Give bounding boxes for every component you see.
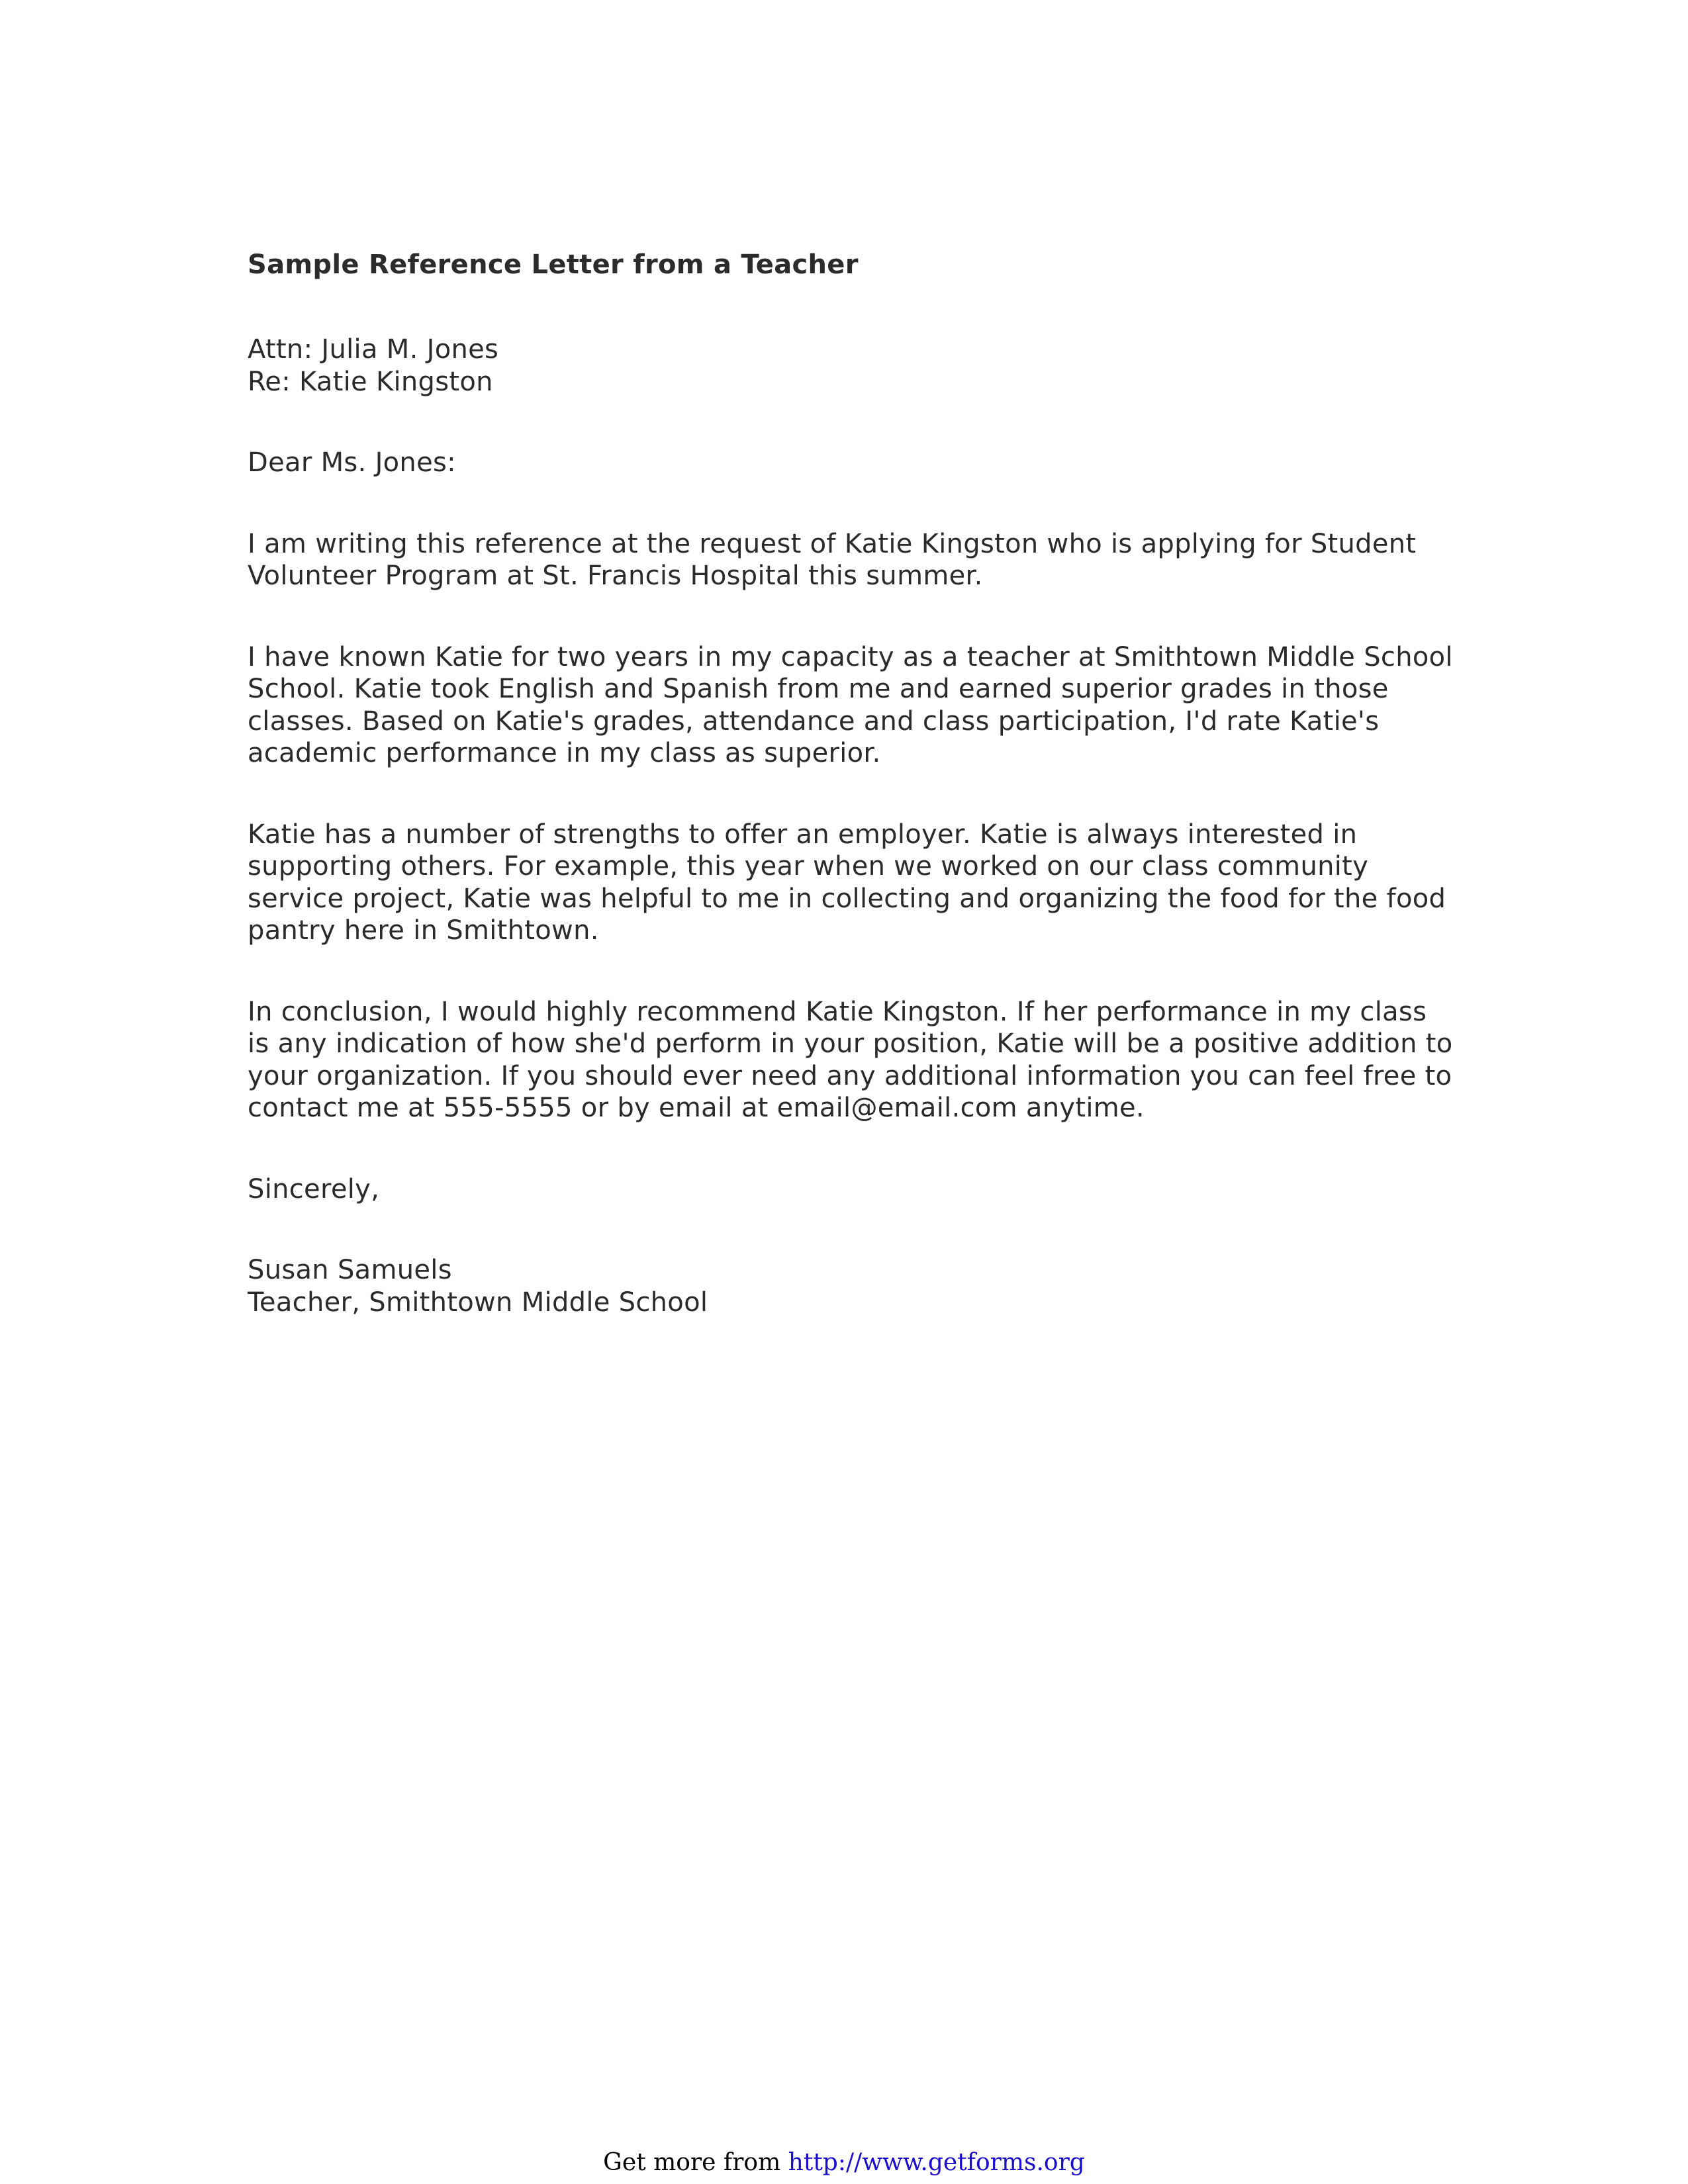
re-line: Re: Katie Kingston	[248, 366, 493, 397]
text-line: Katie has a number of strengths to offer an employer. Katie is always interested in	[248, 819, 1358, 850]
letter-title: Sample Reference Letter from a Teacher	[248, 250, 859, 280]
paragraph-1	[248, 528, 1459, 592]
page-footer	[0, 2147, 1688, 2179]
text-line: academic performance in my class as superior.	[248, 738, 881, 768]
footer-link[interactable]: http://www.getforms.org	[788, 2149, 1085, 2176]
text-line: classes. Based on Katie's grades, attendance and class participation, I'd rate Katie's	[248, 705, 1380, 737]
footer-prefix: Get more from	[603, 2149, 788, 2176]
text-line: your organization. If you should ever need any additional information you can feel free to	[248, 1060, 1452, 1091]
text-line: contact me at 555-5555 or by email at email@email.com anytime.	[248, 1093, 1145, 1123]
paragraph-2	[248, 641, 1459, 770]
recipient-block	[248, 334, 1459, 398]
text-line: I am writing this reference at the request of Katie Kingston who is applying for Student	[248, 528, 1417, 559]
text-line: pantry here in Smithtown.	[248, 915, 599, 946]
letter-body	[248, 245, 1459, 1367]
paragraph-4	[248, 996, 1459, 1124]
closing: Sincerely,	[248, 1173, 380, 1205]
signer-name: Susan Samuels	[248, 1255, 452, 1285]
attn-line: Attn: Julia M. Jones	[248, 334, 499, 365]
text-line: Volunteer Program at St. Francis Hospital this summer.	[248, 561, 983, 591]
text-line: service project, Katie was helpful to me in collecting and organizing the food for the food	[248, 883, 1446, 914]
text-line: I have known Katie for two years in my capacity as a teacher at Smithtown Middle School	[248, 641, 1453, 672]
paragraph-3	[248, 819, 1459, 947]
text-line: supporting others. For example, this year when we worked on our class community	[248, 851, 1369, 882]
salutation: Dear Ms. Jones:	[248, 447, 456, 478]
signature-block	[248, 1254, 1459, 1318]
text-line: In conclusion, I would highly recommend Katie Kingston. If her performance in my class	[248, 996, 1427, 1027]
text-line: is any indication of how she'd perform in your position, Katie will be a positive addition to	[248, 1028, 1453, 1059]
text-line: School. Katie took English and Spanish from me and earned superior grades in those	[248, 674, 1389, 704]
signer-title: Teacher, Smithtown Middle School	[248, 1287, 708, 1318]
